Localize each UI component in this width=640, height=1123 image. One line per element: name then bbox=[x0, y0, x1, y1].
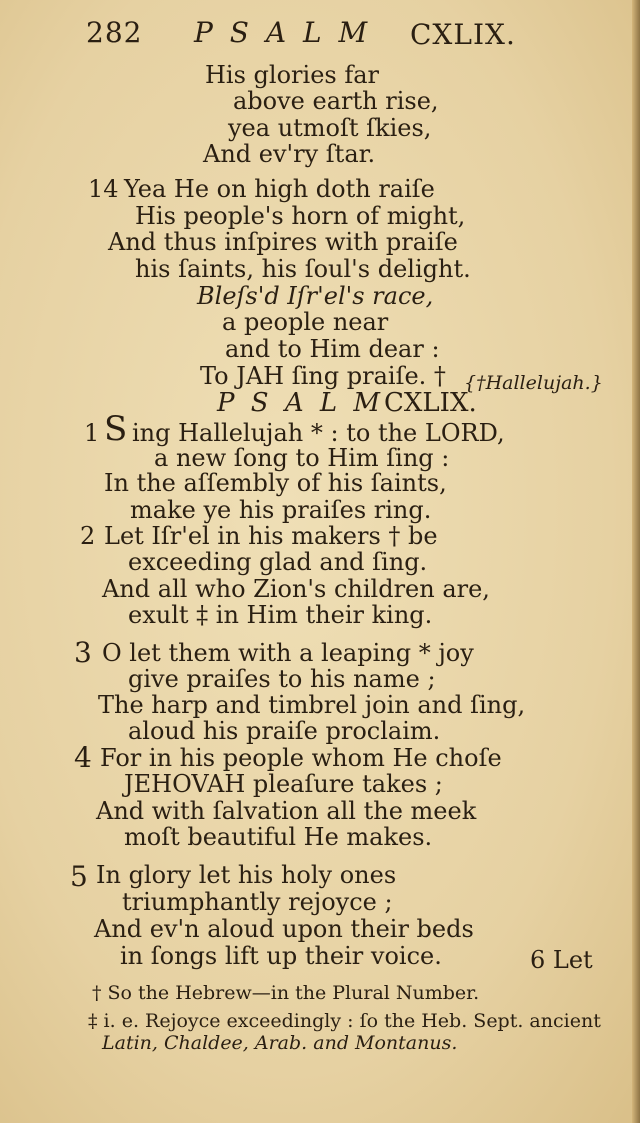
verse-line: And with ſalvation all the meek bbox=[96, 797, 477, 825]
running-title: P S A L M bbox=[194, 16, 372, 49]
verse-line: in ſongs lift up their voice. bbox=[120, 942, 442, 970]
margin-note: {†Hallelujah.} bbox=[464, 372, 603, 394]
verse-line: make ye his praiſes ring. bbox=[130, 496, 432, 524]
verse-line: a people near bbox=[222, 308, 389, 336]
verse-line: In the aſſembly of his ſaints, bbox=[104, 469, 447, 497]
verse-line: a new ſong to Him ſing : bbox=[154, 444, 450, 472]
psalm-number-header: CXLIX. bbox=[410, 18, 516, 51]
verse-line: aloud his praiſe proclaim. bbox=[128, 717, 441, 745]
psalm-heading-number: CXLIX. bbox=[384, 388, 477, 418]
verse-number: 1 bbox=[84, 419, 100, 447]
verse-line: The harp and timbrel join and ſing, bbox=[98, 691, 526, 719]
verse-number: 5 bbox=[70, 860, 88, 893]
verse-number: 4 bbox=[74, 741, 92, 774]
verse-line: In glory let his holy ones bbox=[96, 861, 397, 889]
verse-line: His glories far bbox=[205, 61, 379, 89]
verse-line: triumphantly rejoyce ; bbox=[122, 888, 393, 916]
verse-line: exceeding glad and ſing. bbox=[128, 548, 428, 576]
verse-number: 3 bbox=[74, 636, 92, 669]
verse-line: And thus inſpires with praiſe bbox=[108, 228, 458, 256]
verse-line: And ev'ry ſtar. bbox=[203, 140, 376, 168]
verse-line: ing Hallelujah * : to the LORD, bbox=[132, 419, 505, 447]
verse-line: His people's horn of might, bbox=[135, 202, 466, 230]
verse-line: And all who Zion's children are, bbox=[102, 575, 490, 603]
verse-line: moſt beautiful He makes. bbox=[124, 823, 433, 851]
verse-line: For in his people whom He choſe bbox=[100, 744, 502, 772]
drop-cap: S bbox=[104, 409, 128, 449]
verse-line: JEHOVAH pleaſure takes ; bbox=[124, 770, 443, 798]
page-number: 282 bbox=[86, 16, 143, 49]
verse-line: his ſaints, his ſoul's delight. bbox=[135, 255, 471, 283]
verse-line: give praiſes to his name ; bbox=[128, 665, 436, 693]
verse-line: O let them with a leaping * joy bbox=[102, 639, 474, 667]
verse-number: 14 bbox=[88, 175, 119, 203]
verse-line: above earth rise, bbox=[233, 87, 439, 115]
footnote: Latin, Chaldee, Arab. and Montanus. bbox=[102, 1032, 458, 1054]
verse-line: To JAH ſing praiſe. † bbox=[200, 362, 446, 390]
footnote: † So the Hebrew—in the Plural Number. bbox=[92, 982, 480, 1004]
footnote: ‡ i. e. Rejoyce exceedingly : ſo the Heb. Sept. ancient bbox=[88, 1010, 601, 1032]
psalm-heading-title: P S A L M bbox=[217, 388, 385, 418]
page-edge bbox=[632, 0, 640, 1123]
verse-line: and to Him dear : bbox=[225, 335, 440, 363]
verse-line: yea utmoſt ſkies, bbox=[228, 114, 432, 142]
verse-line: Let Iſr'el in his makers † be bbox=[104, 522, 438, 550]
verse-number: 2 bbox=[80, 522, 96, 550]
verse-line: And ev'n aloud upon their beds bbox=[94, 915, 474, 943]
catchword: 6 Let bbox=[530, 946, 593, 974]
verse-line: Bleſs'd Iſr'el's race, bbox=[197, 282, 434, 310]
verse-line: Yea He on high doth raiſe bbox=[124, 175, 435, 203]
verse-line: exult ‡ in Him their king. bbox=[128, 601, 433, 629]
